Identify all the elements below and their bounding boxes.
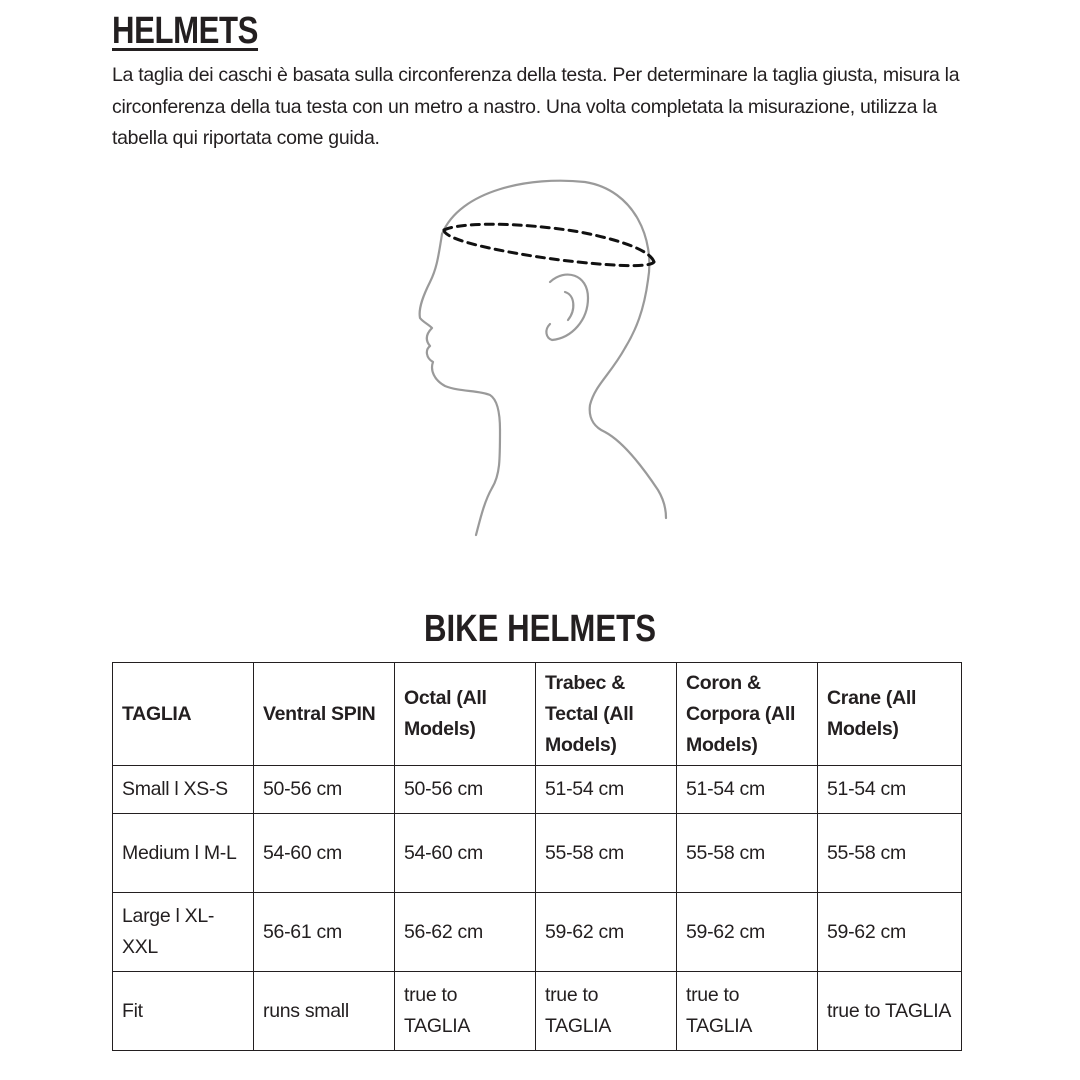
table-title: BIKE HELMETS (424, 608, 656, 650)
column-header: Coron & Corpora (All Models) (677, 663, 818, 766)
table-cell: 59-62 cm (677, 893, 818, 972)
table-cell: 59-62 cm (818, 893, 962, 972)
table-cell: Large l XL-XXL (113, 893, 254, 972)
column-header: Ventral SPIN (254, 663, 395, 766)
table-cell: 54-60 cm (254, 814, 395, 893)
table-cell: 50-56 cm (395, 766, 536, 814)
column-header: Crane (All Models) (818, 663, 962, 766)
table-cell: 55-58 cm (818, 814, 962, 893)
size-table (112, 662, 962, 1051)
table-cell: 50-56 cm (254, 766, 395, 814)
table-cell: 55-58 cm (677, 814, 818, 893)
table-row (113, 972, 962, 1051)
table-cell: 59-62 cm (536, 893, 677, 972)
table-cell: 54-60 cm (395, 814, 536, 893)
table-cell: true to TAGLIA (395, 972, 536, 1051)
table-cell: 51-54 cm (536, 766, 677, 814)
table-cell: 51-54 cm (818, 766, 962, 814)
table-cell: 56-62 cm (395, 893, 536, 972)
table-row (113, 893, 962, 972)
table-cell: Fit (113, 972, 254, 1051)
column-header: TAGLIA (113, 663, 254, 766)
column-header: Octal (All Models) (395, 663, 536, 766)
table-cell: true to TAGLIA (677, 972, 818, 1051)
table-row (113, 766, 962, 814)
table-cell: Small l XS-S (113, 766, 254, 814)
intro-text: La taglia dei caschi è basata sulla circonferenza della testa. Per determinare la taglia giusta, misura la circonferenza della tua testa con un metro a nastro. Una volta completata la misurazione, utilizza la tabella qui riportata come guida. (112, 64, 960, 149)
table-cell: 55-58 cm (536, 814, 677, 893)
table-header-row (113, 663, 962, 766)
table-cell: Medium l M-L (113, 814, 254, 893)
table-cell: runs small (254, 972, 395, 1051)
table-row (113, 814, 962, 893)
column-header: Trabec & Tectal (All Models) (536, 663, 677, 766)
table-cell: true to TAGLIA (536, 972, 677, 1051)
page-title: HELMETS (112, 10, 259, 52)
table-cell: 51-54 cm (677, 766, 818, 814)
table-cell: 56-61 cm (254, 893, 395, 972)
table-cell: true to TAGLIA (818, 972, 962, 1051)
head-measurement-icon (400, 170, 680, 550)
